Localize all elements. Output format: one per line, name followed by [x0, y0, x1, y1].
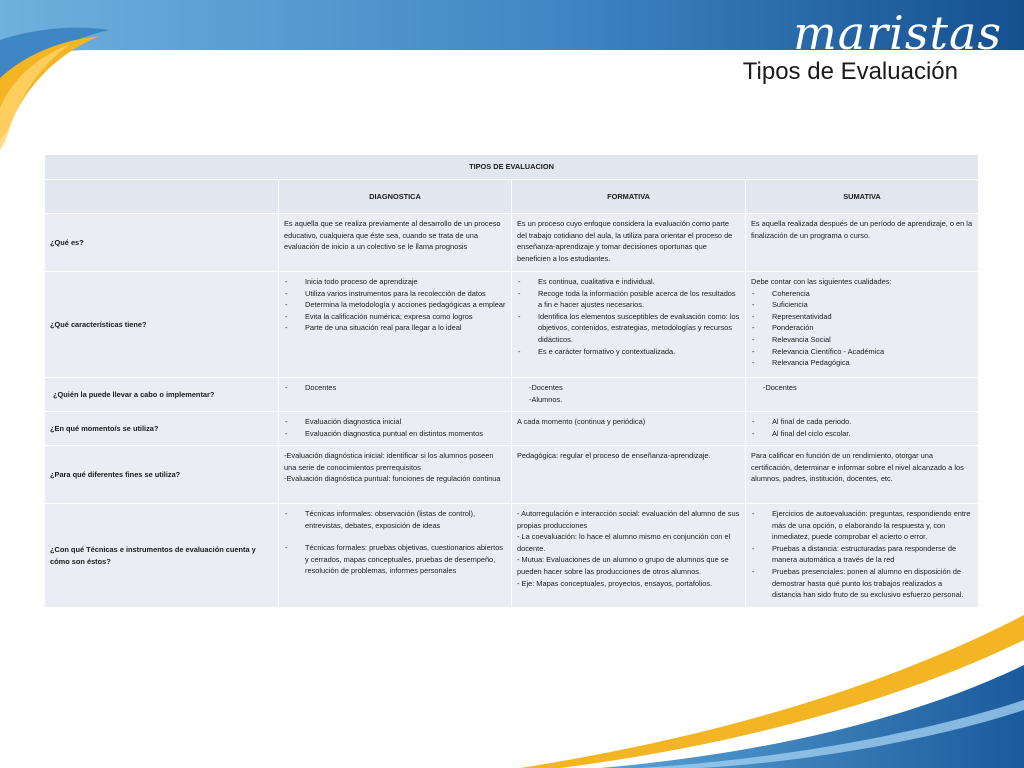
- cell-text: -Docentes: [529, 383, 563, 392]
- row-question: ¿Con qué Técnicas e instrumentos de evaluación cuenta y cómo son éstos?: [45, 504, 279, 608]
- cell-sumativa: [746, 412, 979, 446]
- list-item: - Docentes: [284, 382, 506, 394]
- list-item: - Pruebas presenciales: ponen al alumno en disposición de demostrar hasta qué punto los trabajos realizados a distancia han sido fruto de su exclusivo esfuerzo personal.: [751, 566, 973, 601]
- table-row: [45, 378, 979, 412]
- cell-text: A cada momento (continua y periódica): [517, 417, 646, 426]
- list-item: - Relevancia Científico - Académica: [751, 346, 973, 358]
- maristas-logo: maristas: [793, 6, 1002, 60]
- cell-formativa: [512, 378, 746, 412]
- row-question: ¿Quién la puede llevar a cabo o implementar?: [45, 378, 279, 412]
- cell-sumativa: [746, 446, 979, 504]
- cell-text: -Evaluación diagnóstica inicial: identificar si los alumnos poseen una serie de conocimientos prerrequisitos: [284, 451, 494, 472]
- list-item: - Parte de una situación real para llegar a lo ideal: [284, 322, 506, 334]
- row-question: ¿Qué características tiene?: [45, 272, 279, 378]
- table-row: [45, 272, 979, 378]
- cell-sumativa: [746, 272, 979, 378]
- cell-text: - La coevaluación: lo hace el alumno mismo en conjunción con el docente.: [517, 532, 731, 553]
- list-item: - Determina la metodología y acciones pedagógicas a emplear: [284, 299, 506, 311]
- table-title: TIPOS DE EVALUACION: [45, 155, 979, 180]
- cell-diagnostica: [279, 214, 512, 272]
- list-item: - Es e carácter formativo y contextualizada.: [517, 346, 740, 358]
- cell-formativa: [512, 272, 746, 378]
- cell-sumativa: [746, 504, 979, 608]
- list-item: - Pruebas a distancia: estructuradas para responderse de manera automática a través de la red: [751, 543, 973, 566]
- cell-text: Es un proceso cuyo enfoque considera la evaluación como parte del trabajo cotidiano del aula, la utiliza para orientar el proceso de enseñanza-aprendizaje y tomar decisiones oportunas que beneficien a los estudiantes.: [517, 219, 733, 263]
- cell-diagnostica: [279, 504, 512, 608]
- cell-text: Pedagógica: regular el proceso de enseñanza-aprendizaje.: [517, 451, 711, 460]
- cell-text: -Alumnos.: [529, 394, 563, 404]
- cell-formativa: [512, 214, 746, 272]
- cell-diagnostica: [279, 412, 512, 446]
- cell-sumativa: [746, 214, 979, 272]
- cell-diagnostica: [279, 378, 512, 412]
- table-row: [45, 504, 979, 608]
- list-item: - Representatividad: [751, 311, 973, 323]
- list-item: - Es continua, cualitativa e individual.: [517, 276, 740, 288]
- table-row: [45, 446, 979, 504]
- cell-text: Para calificar en función de un rendimiento, otorgar una certificación, determinar e informar sobre el nivel alcanzado a los alumnos, padres, institución, docentes, etc.: [751, 451, 964, 484]
- cell-diagnostica: [279, 272, 512, 378]
- list-item: - Relevancia Social: [751, 334, 973, 346]
- list-item: - Inicia todo proceso de aprendizaje: [284, 276, 506, 288]
- list-item: - Utiliza varios instrumentos para la recolección de datos: [284, 288, 506, 300]
- cell-text: Es aquella que se realiza previamente al desarrollo de un proceso educativo, cualquiera que éste sea, cuando se trata de una evaluación de inicio a un colectivo se le llama prognosis: [284, 219, 501, 252]
- list-item: - Técnicas informales: observación (listas de control), entrevistas, debates, exposición de ideas: [284, 508, 506, 531]
- list-item: - Recoge toda la información posible acerca de los resultados a fin e hacer ajustes necesarios.: [517, 288, 740, 311]
- list-item: - Ejercicios de autoevaluación: preguntas, respondiendo entre más de una opción, o elaborando la respuesta y, con inmediatez, puede comprobar el acierto o error.: [751, 508, 973, 543]
- table-row: [45, 412, 979, 446]
- list-item: - Coherencia: [751, 288, 973, 300]
- cell-text: -Docentes: [763, 383, 797, 392]
- table-row: [45, 214, 979, 272]
- cell-text: -Evaluación diagnóstica puntual: funciones de regulación continua: [284, 474, 501, 484]
- cell-diagnostica: [279, 446, 512, 504]
- header-empty-cell: [45, 180, 279, 214]
- cell-formativa: [512, 446, 746, 504]
- row-question: ¿Para qué diferentes fines se utiliza?: [45, 446, 279, 504]
- cell-text: - Autorregulación e interacción social: evaluación del alumno de sus propias producciones: [517, 509, 740, 530]
- list-item: - Técnicas formales: pruebas objetivas, cuestionarios abiertos y cerrados, mapas conceptuales, pruebas de desempeño, resolución de problemas, informes personales: [284, 542, 506, 577]
- list-item: - Evita la calificación numérica; expresa como logros: [284, 311, 506, 323]
- cell-formativa: [512, 504, 746, 608]
- list-item: - Al final de cada periodo.: [751, 416, 973, 428]
- column-header-diagnostica: DIAGNOSTICA: [279, 180, 512, 214]
- cell-sumativa: [746, 378, 979, 412]
- list-item: - Al final del ciclo escolar.: [751, 428, 973, 440]
- cell-formativa: [512, 412, 746, 446]
- cell-intro: Debe contar con las siguientes cualidades:: [751, 277, 892, 286]
- list-item: - Identifica los elementos susceptibles de evaluación como: los objetivos, contenidos, estrategias, metodologías y recursos didácticos.: [517, 311, 740, 346]
- list-item: - Ponderación: [751, 322, 973, 334]
- column-header-sumativa: SUMATIVA: [746, 180, 979, 214]
- column-header-formativa: FORMATIVA: [512, 180, 746, 214]
- list-item: - Evaluación diagnostica inicial: [284, 416, 506, 428]
- cell-text: - Eje: Mapas conceptuales, proyectos, ensayos, portafolios.: [517, 578, 713, 588]
- list-item: - Evaluación diagnostica puntual en distintos momentos: [284, 428, 506, 440]
- cell-text: Es aquella realizada después de un período de aprendizaje, o en la finalización de un programa o curso.: [751, 219, 973, 240]
- slide-title: Tipos de Evaluación: [742, 58, 958, 85]
- row-question: ¿Qué es?: [45, 214, 279, 272]
- evaluation-types-table: [44, 154, 979, 608]
- list-item: - Suficiencia: [751, 299, 973, 311]
- row-question: ¿En qué momento/s se utiliza?: [45, 412, 279, 446]
- list-item: - Relevancia Pedagógica: [751, 357, 973, 369]
- cell-text: - Mutua: Evaluaciones de un alumno o grupo de alumnos que se pueden hacer sobre las producciones de otros alumnos.: [517, 555, 729, 576]
